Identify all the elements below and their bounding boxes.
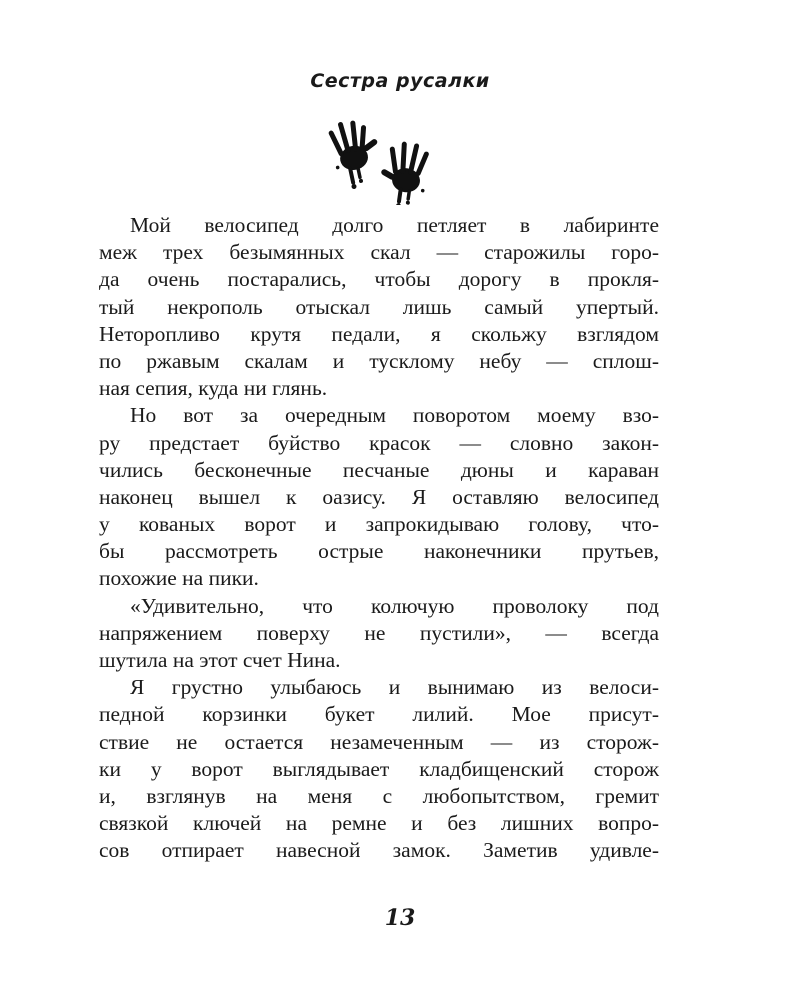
text-line: да очень постарались, чтобы дорогу в прокля- [99,267,659,292]
text-line: сов отпирает навесной замок. Заметив удивле- [99,838,659,863]
paragraph [99,212,659,402]
text-line: наконец вышел к оазису. Я оставляю велосипед [99,484,659,509]
text-line: бы рассмотреть острые наконечники прутьев, [99,539,659,564]
text-line: чились бесконечные песчаные дюны и караван [99,457,659,482]
paragraph [99,674,659,864]
text-line: ру предстает буйство красок — словно закон- [99,430,659,455]
paragraph [99,593,659,675]
text-line: шутила на этот счет Нина. [99,648,341,672]
text-line: по ржавым скалам и тусклому небу — сплош- [99,348,659,373]
handprints-icon [315,110,445,205]
text-line: Но вот за очередным поворотом моему взо- [130,403,659,428]
text-line: и, взглянув на меня с любопытством, гремит [99,783,659,808]
text-line: Я грустно улыбаюсь и вынимаю из велоси- [130,675,659,700]
text-line: у кованых ворот и запрокидываю голову, что- [99,512,659,537]
text-line: связкой ключей на ремне и без лишних вопро- [99,811,659,836]
text-line: тый некрополь отыскал лишь самый упертый. [99,294,659,319]
text-line: Неторопливо крутя педали, я скольжу взглядом [99,321,659,346]
text-line: Мой велосипед долго петляет в лабиринте [130,213,659,237]
paragraph [99,402,659,592]
running-title: Сестра русалки [310,70,490,92]
text-line: педной корзинки букет лилий. Мое присут- [99,702,659,727]
text-line: ки у ворот выглядывает кладбищенский сторож [99,756,659,781]
text-line: меж трех безымянных скал — старожилы горо- [99,240,659,265]
body-text [99,212,659,865]
text-line: напряжением поверху не пустили», — всегда [99,620,659,645]
text-line: ная сепия, куда ни глянь. [99,376,328,401]
text-line: «Удивительно, что колючую проволоку под [130,593,659,618]
text-line: похожие на пики. [99,566,259,591]
page-number: 13 [384,905,416,931]
text-line: ствие не остается незамеченным — из сторож- [99,729,659,754]
